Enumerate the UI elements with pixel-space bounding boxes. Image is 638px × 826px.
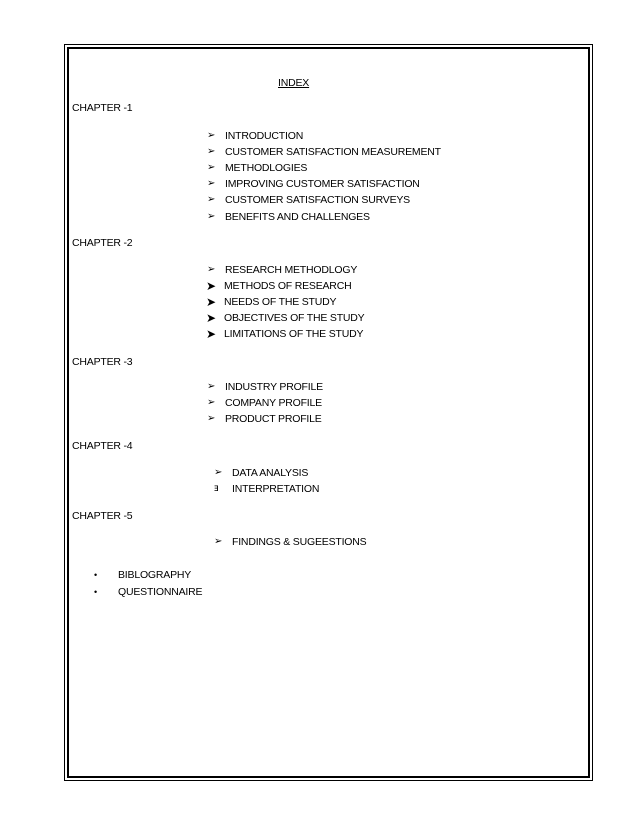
bold-arrow-bullet-icon: ➤ <box>206 311 216 325</box>
chapter-1-item: ➢ CUSTOMER SATISFACTION SURVEYS <box>207 194 410 206</box>
arrow-bullet-icon: ➢ <box>207 211 216 222</box>
arrow-bullet-icon: ➢ <box>207 413 216 424</box>
arrow-bullet-icon: ➢ <box>207 397 216 408</box>
arrow-bullet-icon: ➢ <box>207 178 216 189</box>
chapter-4-label: CHAPTER -4 <box>72 440 133 452</box>
chapter-3-item: ➢ COMPANY PROFILE <box>207 397 322 409</box>
dot-bullet-icon: • <box>94 587 97 597</box>
chapter-2-item: ➤ LIMITATIONS OF THE STUDY <box>206 327 364 341</box>
chapter-2-label: CHAPTER -2 <box>72 237 133 249</box>
chapter-1-item: ➢ CUSTOMER SATISFACTION MEASUREMENT <box>207 146 441 158</box>
arrow-bullet-icon: ➢ <box>214 536 223 547</box>
chapter-1-item: ➢ INTRODUCTION <box>207 130 304 142</box>
chapter-2-item: ➢ RESEARCH METHODLOGY <box>207 264 358 276</box>
bold-arrow-bullet-icon: ➤ <box>206 279 216 293</box>
back-matter-item: • QUESTIONNAIRE <box>94 586 203 598</box>
arrow-bullet-icon: ➢ <box>207 130 216 141</box>
chapter-4-item: ➢ DATA ANALYSIS <box>214 467 309 479</box>
chapter-2-item: ➤ OBJECTIVES OF THE STUDY <box>206 311 365 325</box>
arrow-bullet-icon: ➢ <box>207 146 216 157</box>
chapter-3-label: CHAPTER -3 <box>72 356 133 368</box>
arrow-bullet-icon: ➢ <box>207 264 216 275</box>
chapter-1-label: CHAPTER -1 <box>72 102 133 114</box>
chapter-4-item: ⱻ INTERPRETATION <box>214 483 320 495</box>
chapter-5-item: ➢ FINDINGS & SUGEESTIONS <box>214 536 367 548</box>
arrow-bullet-icon: ➢ <box>214 467 223 478</box>
chapter-2-item: ➤ NEEDS OF THE STUDY <box>206 295 337 309</box>
chapter-1-item: ➢ IMPROVING CUSTOMER SATISFACTION <box>207 178 420 190</box>
alt-bullet-icon: ⱻ <box>214 483 219 494</box>
chapter-5-label: CHAPTER -5 <box>72 510 133 522</box>
index-title: INDEX <box>278 77 310 89</box>
arrow-bullet-icon: ➢ <box>207 162 216 173</box>
chapter-3-item: ➢ PRODUCT PROFILE <box>207 413 322 425</box>
chapter-1-item: ➢ METHODLOGIES <box>207 162 308 174</box>
arrow-bullet-icon: ➢ <box>207 381 216 392</box>
dot-bullet-icon: • <box>94 570 97 580</box>
chapter-3-item: ➢ INDUSTRY PROFILE <box>207 381 323 393</box>
bold-arrow-bullet-icon: ➤ <box>206 295 216 309</box>
chapter-1-item: ➢ BENEFITS AND CHALLENGES <box>207 211 370 223</box>
chapter-2-item: ➤ METHODS OF RESEARCH <box>206 279 352 293</box>
bold-arrow-bullet-icon: ➤ <box>206 327 216 341</box>
arrow-bullet-icon: ➢ <box>207 194 216 205</box>
back-matter-item: • BIBLOGRAPHY <box>94 569 192 581</box>
